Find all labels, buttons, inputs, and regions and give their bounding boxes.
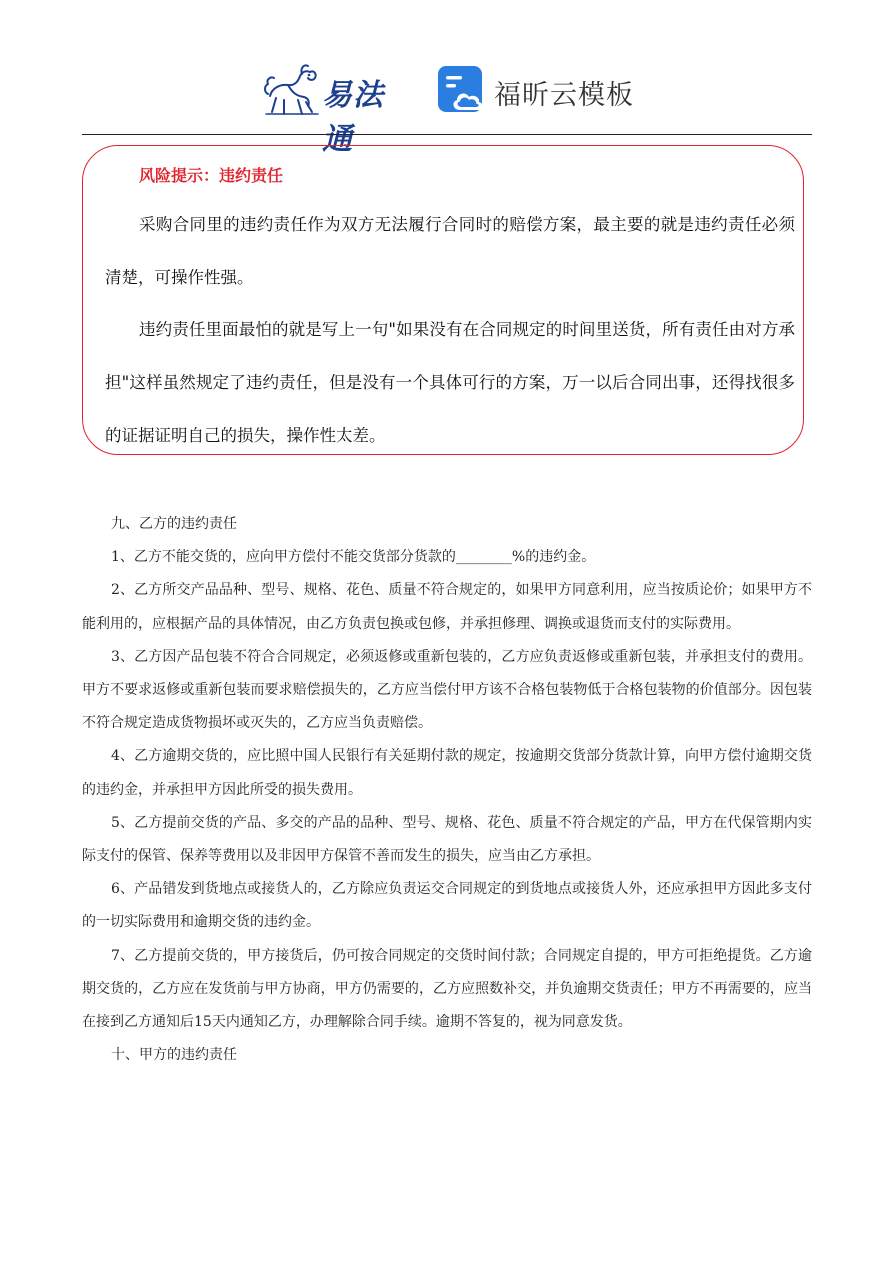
yifatong-logo <box>262 62 412 157</box>
clause-paragraph: 7、乙方提前交货的，甲方接货后，仍可按合同规定的交货时间付款；合同规定自提的，甲方可拒绝提货。乙方逾期交货的，乙方应在发货前与甲方协商，甲方仍需要的，乙方应照数补交，并负逾期交货责任；甲方不再需要的，应当在接到乙方通知后15天内通知乙方，办理解除合同手续。逾期不答复的，视为同意发货。 <box>82 947 812 1031</box>
section-heading: 十、甲方的违约责任 <box>111 1047 237 1064</box>
clause-paragraph: 2、乙方所交产品品种、型号、规格、花色、质量不符合规定的，如果甲方同意利用，应当按质论价；如果甲方不能利用的，应根据产品的具体情况，由乙方负责包换或包修，并承担修理、调换或退货而支付的实际费用。 <box>82 582 812 632</box>
contract-body <box>82 508 812 1072</box>
clause-paragraph: 5、乙方提前交货的产品、多交的产品的品种、型号、规格、花色、质量不符合规定的产品，甲方在代保管期内实际支付的保管、保养等费用以及非因甲方保管不善而发生的损失，应当由乙方承担。 <box>82 814 812 865</box>
clause-paragraph: 4、乙方逾期交货的，应比照中国人民银行有关延期付款的规定，按逾期交货部分货款计算，向甲方偿付逾期交货的违约金，并承担甲方因此所受的损失费用。 <box>82 748 812 798</box>
risk-notice-paragraph: 违约责任里面最怕的就是写上一句"如果没有在合同规定的时间里送货，所有责任由对方承担"这样虽然规定了违约责任，但是没有一个具体可行的方案，万一以后合同出事，还得找很多的证据证明自己的损失，操作性太差。 <box>105 320 795 445</box>
document-cloud-icon <box>436 64 488 116</box>
foxit-cloud-template-logo <box>436 64 636 120</box>
clause-paragraph: 1、乙方不能交货的，应向甲方偿付不能交货部分货款的________%的违约金。 <box>111 549 596 566</box>
header-divider <box>82 134 812 135</box>
page-header <box>0 58 893 157</box>
clause-paragraph: 3、乙方因产品包装不符合合同规定，必须返修或重新包装的，乙方应负责返修或重新包装，并承担支付的费用。甲方不要求返修或重新包装而要求赔偿损失的，乙方应当偿付甲方该不合格包装物低于合格包装物的价值部分。因包装不符合规定造成货物损坏或灭失的，乙方应当负责赔偿。 <box>82 648 812 732</box>
clause-paragraph: 6、产品错发到货地点或接货人的，乙方除应负责运交合同规定的到货地点或接货人外，还应承担甲方因此多支付的一切实际费用和逾期交货的违约金。 <box>82 881 812 931</box>
risk-notice-box <box>82 145 804 455</box>
risk-notice-title: 风险提示：违约责任 <box>139 166 284 185</box>
qilin-emblem-icon <box>262 62 322 118</box>
foxit-cloud-template-logo-text: 福昕云模板 <box>494 80 634 111</box>
risk-notice-paragraph: 采购合同里的违约责任作为双方无法履行合同时的赔偿方案，最主要的就是违约责任必须清楚，可操作性强。 <box>105 215 795 287</box>
yifatong-logo-text: 易法通 <box>322 78 384 157</box>
section-heading: 九、乙方的违约责任 <box>111 516 237 532</box>
